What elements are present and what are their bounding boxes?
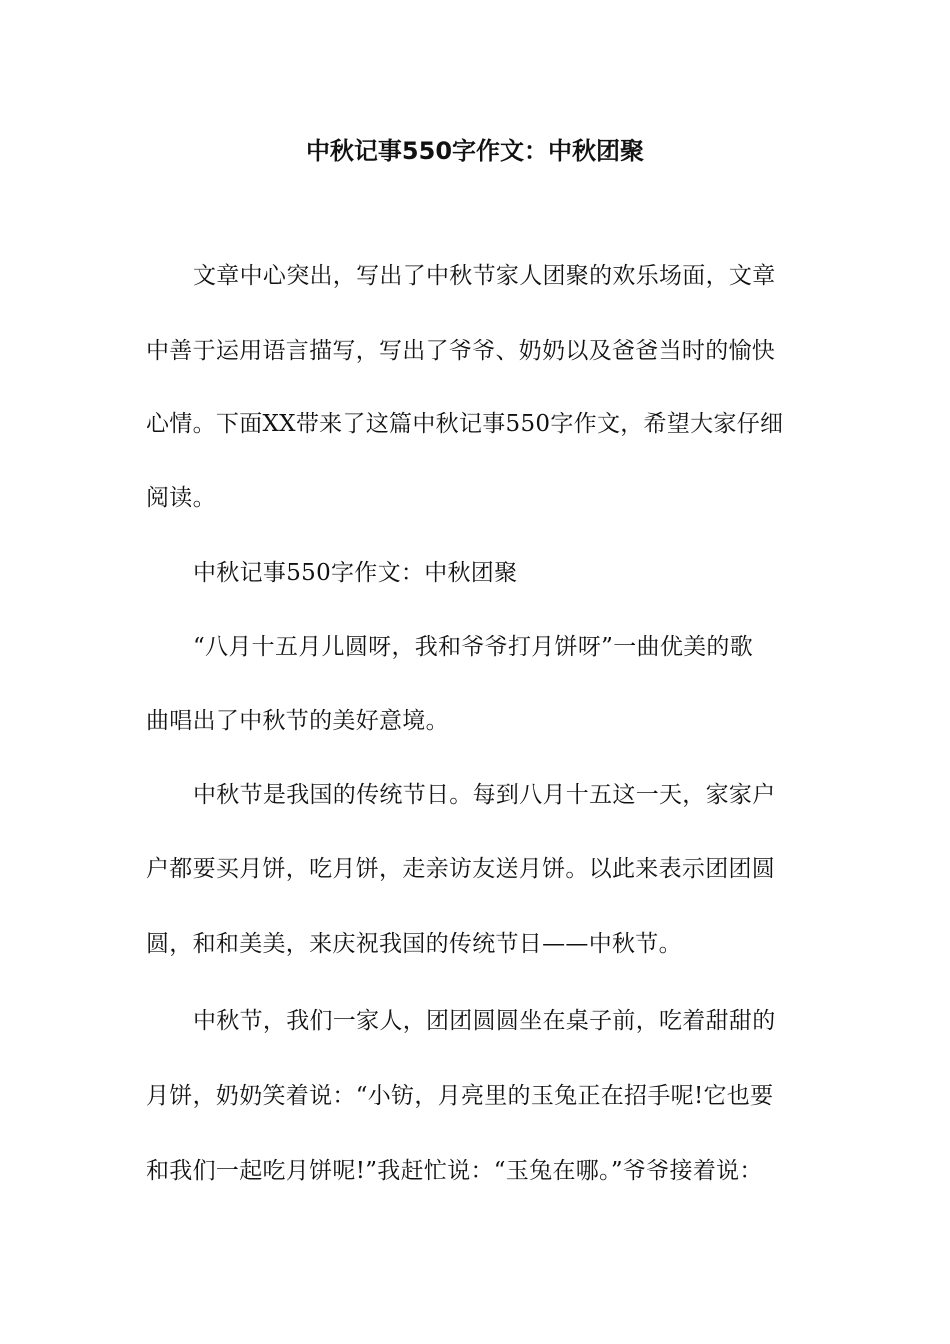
paragraph-4-line-2: 月饼，奶奶笑着说：“小钫，月亮里的玉兔正在招手呢!它也要 bbox=[146, 1083, 774, 1109]
paragraph-2-line-1: “八月十五月儿圆呀，我和爷爷打月饼呀”一曲优美的歌 bbox=[193, 634, 754, 660]
paragraph-3-line-3: 圆，和和美美，来庆祝我国的传统节日——中秋节。 bbox=[146, 931, 682, 957]
paragraph-3-line-1: 中秋节是我国的传统节日。每到八月十五这一天，家家户 bbox=[193, 782, 776, 808]
paragraph-1-line-4: 阅读。 bbox=[146, 485, 216, 511]
document-title: 中秋记事550字作文：中秋团聚 bbox=[305, 137, 645, 165]
paragraph-1-line-3: 心情。下面XX带来了这篇中秋记事550字作文，希望大家仔细 bbox=[146, 411, 784, 437]
paragraph-1-line-2: 中善于运用语言描写，写出了爷爷、奶奶以及爸爸当时的愉快 bbox=[146, 338, 776, 364]
paragraph-1-line-1: 文章中心突出，写出了中秋节家人团聚的欢乐场面，文章 bbox=[193, 263, 776, 289]
subheading: 中秋记事550字作文：中秋团聚 bbox=[193, 560, 518, 586]
paragraph-4-line-3: 和我们一起吃月饼呢!”我赶忙说：“玉兔在哪。”爷爷接着说： bbox=[146, 1158, 763, 1184]
paragraph-3-line-2: 户都要买月饼，吃月饼，走亲访友送月饼。以此来表示团团圆 bbox=[146, 856, 776, 882]
paragraph-2-line-2: 曲唱出了中秋节的美好意境。 bbox=[146, 708, 449, 734]
paragraph-4-line-1: 中秋节，我们一家人，团团圆圆坐在桌子前，吃着甜甜的 bbox=[193, 1008, 776, 1034]
